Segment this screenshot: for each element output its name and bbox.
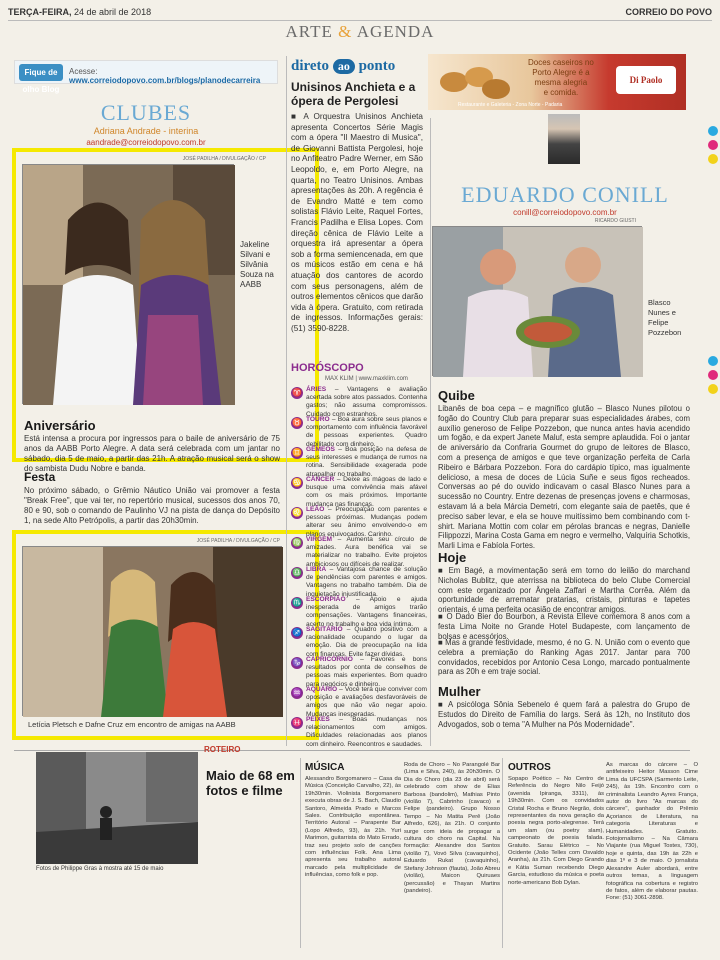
di-paolo-logo: Di Paolo bbox=[616, 66, 676, 94]
food-image bbox=[434, 57, 514, 107]
print-mark-magenta-2 bbox=[708, 370, 718, 380]
direto-ao-ponto-heading: direto ao ponto bbox=[291, 58, 396, 74]
sign-virgem: ♍ VIRGEM – Aumenta seu círculo de amizades. Aura benéfica vai se materializar no trabalho. Evite projetos ambiciosos ou difíceis de realizar. bbox=[292, 536, 427, 568]
taurus-icon: ♉ bbox=[292, 418, 302, 427]
sign-cancer: ♋ CÂNCER – Deixe as mágoas de lado e busque uma convivência mais afável com os mais próximos. Importante mudança nas finanças. bbox=[292, 476, 427, 508]
sign-touro: ♉ TOURO – Boa aura sobre seus planos e comportamento com influência favorável de pessoas experientes. Quadro debilitado com dinheiro. bbox=[292, 416, 427, 448]
aniversario-body: Está intensa a procura por ingressos para o baile de aniversário de 75 anos da AABB Porto Alegre. A data será celebrada com um jantar no sábado, dia 5 de maio, a partir das 21h. A atração musical será o show do sambista Dudu Nobre e banda. bbox=[24, 434, 280, 473]
print-mark-cyan-2 bbox=[708, 356, 718, 366]
hoje-p2: ■ O Dado Bier do Bourbon, a Revista Elleve comemora 8 anos com a festa Lima Noite no Grande Hotel Budapeste, com lançamento de bolsas e acessórios. bbox=[438, 612, 690, 641]
section-title: ARTE & AGENDA bbox=[285, 22, 435, 41]
photo2-figures bbox=[23, 547, 283, 717]
photo-leticia-dafne bbox=[22, 546, 282, 716]
column-rule-1 bbox=[286, 56, 287, 746]
sign-aries: ♈ ÁRIES – Vantagens e avaliação acertada sobre atos passados. Contenha gastos; não assuma compromissos. Cuidado com estranhos. bbox=[292, 386, 427, 418]
blog-url[interactable]: www.correiodopovo.com.br/blogs/planodecarreira bbox=[69, 76, 261, 85]
mulher-heading: Mulher bbox=[438, 684, 481, 699]
horoscopo-title: HORÓSCOPO bbox=[291, 362, 364, 374]
musica-title: MÚSICA bbox=[305, 762, 345, 773]
photo1-credit: JOSÉ PADILHA / DIVULGAÇÃO / CP bbox=[182, 156, 266, 162]
roteiro-title: Maio de 68 em fotos e filme bbox=[206, 768, 295, 798]
capricorn-icon: ♑ bbox=[292, 658, 302, 667]
leo-icon: ♌ bbox=[292, 508, 302, 517]
direto-body: ■ A Orquestra Unisinos Anchieta apresenta Concertos Série Magis com a ópera "Il Maestro di Musica", de Giovanni Battista Pergolesi, hoje no Anfiteatro Padre Werner, em São Leopoldo, e, em Porto Alegre, na quarta, no Teatro Unisinos. Ambas apresentações às 20h. A regência é de Evandro Matté e tem como solistas Flávio Leite, Raquel Fortes, Francis Padilha e Elisa Lopes. Com direção cênica de Flávio Leite a orquestra irá apresentar a ópera sob a forma semiencenada, em que os músicos estão em cena e há atuação dos cantores de acordo com seus personagens, além de outros elementos cênicos que darão vida à ópera. Gratuito, com retirada de ingressos. Informações gerais: (51) 3590-8228. bbox=[291, 112, 423, 333]
column-rule-4 bbox=[502, 758, 503, 948]
outros-col2: As marcas do cárcere – O antifeixeiro Heitor Masson Cime Lima da UFCSPA (Sarmento Leite, 245), às 19h. Encontro com o criminalista Leandro Ayres França, autor do livro "As marcas do cárcere", ganhador do Prêmio Açorianos de Literatura, na categoria Literaturas e Humanidades. Gratuito. Fotojornalismo – Na Câmara Viajante (rua Miguel Tostes, 730), hoje e quinta, das 19h às 22h e dias 1º e 3 de maio. O jornalista Alexandre Auler abordará, entre outros temas, a linguagem fotográfica na cobertura e registro de fatos, além de elaborar pautas. Fone: (51) 3061-2898. bbox=[606, 762, 698, 902]
gemini-icon: ♊ bbox=[292, 448, 302, 457]
hoje-heading: Hoje bbox=[438, 550, 467, 565]
header-paper-name: CORREIO DO POVO bbox=[625, 7, 712, 17]
photo1-caption: Jakeline Silvani e Silvânia Souza na AABB bbox=[240, 240, 274, 289]
print-mark-cyan bbox=[708, 126, 718, 136]
horoscopo-list bbox=[291, 386, 429, 746]
festa-heading: Festa bbox=[24, 470, 56, 484]
aquarius-icon: ♒ bbox=[292, 688, 302, 697]
aniversario-heading: Aniversário bbox=[24, 418, 96, 433]
hoje-p1: ■ Em Bagé, a movimentação será em torno do leilão do marchand Nicholas Bublitz, que aterrissa na biblioteca do belo Clube Comercial com este organizado por Ângela Zaffari e Martha Corrêa. Além da oportunidade de arrematar pratarias, cristais, pinturas e tapetes orientais, é uma perfeita ocasião de encontrar amigos. bbox=[438, 566, 690, 615]
column-rule-3 bbox=[300, 758, 301, 948]
sagittarius-icon: ♐ bbox=[292, 628, 302, 637]
scorpio-icon: ♏ bbox=[292, 598, 302, 607]
direto-title: Unisinos Anchieta e a ópera de Pergolesi bbox=[291, 80, 416, 108]
advertisement-di-paolo[interactable]: Doces caseiros no Porto Alegre é a mesma alegria e comida. Di Paolo Restaurante e Galeteria - Zona Norte - Padaria bbox=[428, 54, 686, 110]
photo3-caption: Blasco Nunes e Felipe Pozzebon bbox=[648, 298, 682, 337]
sign-libra: ♎ LIBRA – Vantajosa chance de solução de pendências com parentes e amigos. Vantagens no trabalho também. Dia de inquietação injustificada. bbox=[292, 566, 427, 598]
photo3-figures bbox=[433, 227, 643, 377]
columnist-avatar bbox=[548, 114, 580, 164]
aries-icon: ♈ bbox=[292, 388, 302, 397]
outros-col1: Sopapo Poético – No Centro de Referência do Negro Nilo Feijó (avenida Ipiranga, 3311), às 19h30min. Com os convidados Cristal Rocha e Bruno Negrão, dois representantes da nova geração da poesia negra porto-alegrense. Terá um slam (ou poetry slam), campeonato de poesia falada. Gratuito. Sarau Elétrico – No Ocidente (João Telles com Osvaldo Aranha), às 21h. Com Diego Grando e Kátia Suman recebendo Diego Garcia, estudioso da música e poeta norte-americano Bob Dylan. bbox=[508, 776, 604, 886]
quibe-body: Libanês de boa cepa – e magnífico glutão – Blasco Nunes pilotou o fogão do Country Club para preparar suas especialidades árabes, com auxílio generoso de Felipe Pozzebon, que nunca antes havia acendido um fogão, e da expert Janete Maluf, esta sempre aplaudida. Foi o jantar de aniversário da Confraria Gourmet do grupo de leitores de Blasco, com a presença de amigos e que teve organização perfeita de Carla Ribeiro e Bárbara Pozzebon. Fora do cardápio típico, mas igualmente delicioso, a mesa de doces de Lúcia Suñe e seus figos recheados. Conversas ao pé do ouvido indicavam o casal Blasco Nunes para a sucessão no Country. Entre dezenas de presenças jovens e charmosas, estavam lá a bela Márcia Demetri, com elegante saia de paetês, que é preciso saber levar, e ela se houve muitíssimo bem combinando com t-shirt. Mariana Mottin com colar em pérolas brancas e negras, Danielle Filippozzi, Marina Costa Gama em negro e vermelho, Valquíria Schotkis, Marli Lima e Fabíola Fortes. bbox=[438, 404, 690, 551]
musica-col2: Roda de Choro – No Parangolé Bar (Lima e Silva, 240), às 20h30min. O Dia do Choro (dia 23 de abril) será celebrado com show de Elias Barbosa (bandolim), Mathias Pinto (violão 7), Cabrinho (cavaco) e Felipe (pandeiro). Grupo Nosso Tempo – No Matita Perê (João Alfredo, 626), às 21h. O conjunto surge com ideia de propagar a cultura do choro na Capital. Na formação: Alexandre dos Santos (violão 7), Vovó Silva (cavaquinho), Eduardo Rukat (cavaquinho), Stefany Johnson (flauta), João Abreu (violão), Maicon Quiruaes (percussão) e Thayan Martins (pandeiro). bbox=[404, 762, 500, 894]
festa-body: No próximo sábado, o Grêmio Náutico União vai promover a festa "Break Free", que vai ter, no repertório musical, sucessos dos anos 70, 80 e 90, sob o comando de Paulinho VJ na pista de dança do Depósito 1, na sede Alto Petrópolis, a partir das 20h30min. bbox=[24, 486, 280, 525]
clubes-email[interactable]: aandrade@correiodopovo.com.br bbox=[86, 138, 206, 147]
page-header bbox=[8, 7, 712, 21]
quibe-heading: Quibe bbox=[438, 388, 475, 403]
sign-sagitario: ♐ SAGITÁRIO – Quadro positivo com a racionalidade ocupando o lugar da emoção. Dia de preocupação na lida com finanças. Evite fazer dívidas. bbox=[292, 626, 427, 658]
sign-capricornio: ♑ CAPRICÓRNIO – Favores e bons resultados por conta de conselhos de pessoas mais experientes. Bom quadro para negócios e dinheiro. bbox=[292, 656, 427, 688]
clubes-title: CLUBES bbox=[100, 100, 192, 125]
roteiro-photo-caption: Fotos de Philippe Gras à mostra até 15 de maio bbox=[36, 866, 164, 872]
sign-escorpiao: ♏ ESCORPIÃO – Apoio e ajuda inesperada de amigos trarão compensações. Vantagens financeiras, acerto no trabalho e boa vida íntima. bbox=[292, 596, 427, 628]
outros-title: OUTROS bbox=[508, 762, 551, 773]
photo1-figures bbox=[23, 165, 235, 405]
photo-blasco-felipe bbox=[432, 226, 642, 376]
print-mark-yellow-2 bbox=[708, 384, 718, 394]
photo2-credit: JOSÉ PADILHA / DIVULGAÇÃO / CP bbox=[196, 538, 280, 544]
blog-logo-icon: Fique de olho Blog bbox=[19, 64, 63, 81]
blog-banner[interactable]: Fique de olho Blog Acesse: www.correiodopovo.com.br/blogs/planodecarreira bbox=[14, 60, 278, 84]
virgo-icon: ♍ bbox=[292, 538, 302, 547]
sign-gemeos: ♊ GÊMEOS – Boa posição na defesa de seus interesses e mudança de rumos na rotina. Sensibilidade exagerada pode atrapalhar no trabalho. bbox=[292, 446, 427, 478]
hoje-p3: ■ Mas a grande festividade, mesmo, é no G. N. União com o evento que celebra a premiação do Ranking Agas 2017. Jantar para 700 convidados, recebidos por Antonio Cesa Longo, marcado pontualmente para as 20h e em traje social. bbox=[438, 638, 690, 677]
print-mark-magenta bbox=[708, 140, 718, 150]
sign-peixes: ♓ PEIXES – Boas mudanças nos relacionamentos com amigos. Dificuldades relacionadas aos planos com dinheiro. Reencontros e saudades. bbox=[292, 716, 427, 748]
clubes-author: Adriana Andrade - interina bbox=[93, 126, 199, 136]
eduardo-conill-title: EDUARDO CONILL bbox=[461, 182, 669, 207]
photo4-street-scene bbox=[36, 752, 198, 864]
photo-jakeline-silvania bbox=[22, 164, 234, 404]
libra-icon: ♎ bbox=[292, 568, 302, 577]
roteiro-label: ROTEIRO bbox=[204, 745, 241, 754]
column-rule-2 bbox=[430, 118, 431, 746]
photo3-credit: RICARDO GIUSTI bbox=[594, 218, 636, 224]
photo2-caption: Letícia Pletsch e Dafne Cruz em encontro de amigas na AABB bbox=[28, 720, 236, 729]
bottom-rule bbox=[14, 750, 690, 751]
mulher-body: ■ A psicóloga Sônia Sebenelo é quem fará a palestra do Grupo de Estudos do Direito de Família do Iargs. Será às 12h, no Instituto dos Advogados, sob o tema "A Mulher na Pós Modernidade". bbox=[438, 700, 690, 729]
header-date: TERÇA-FEIRA, 24 de abril de 2018 bbox=[8, 7, 152, 17]
pisces-icon: ♓ bbox=[292, 718, 302, 727]
eduardo-email[interactable]: conill@correiodopovo.com.br bbox=[513, 208, 617, 217]
horoscopo-byline: MAX KLIM | www.maxklim.com bbox=[325, 376, 408, 382]
musica-col1: Alessandro Borgomanero – Casa da Música (Conceição Carvalho, 22), às 19h30min. Violinista Borgomanero executa obras de J. S. Bach, Claudio Santoro, Almeida Prado e Marcos Sales. Contribuição espontânea. Território Autoral – Parapente Bar (Lopo Alfredo, 93), às 21h. Yuri Marimon, guitarrista do Mato Errado, traz seu projeto solo de canções com influências Folk. Ana Lima apresenta seu trabalho autoral marcado pela multiplicidade de influências, como folk e pop. bbox=[305, 776, 401, 879]
cancer-icon: ♋ bbox=[292, 478, 302, 487]
sign-leao: ♌ LEÃO – Preocupação com parentes e pessoas próximas. Mudanças podem alterar seu ânimo envolvendo-o em planos equivocados. Carinho. bbox=[292, 506, 427, 538]
print-mark-yellow bbox=[708, 154, 718, 164]
sign-aquario: ♒ AQUÁRIO – Você terá que conviver com oposição e avaliações desfavoráveis de amigos que não vão negar apoio. Mudanças inesperadas. bbox=[292, 686, 427, 718]
photo-maio-68 bbox=[36, 752, 198, 864]
